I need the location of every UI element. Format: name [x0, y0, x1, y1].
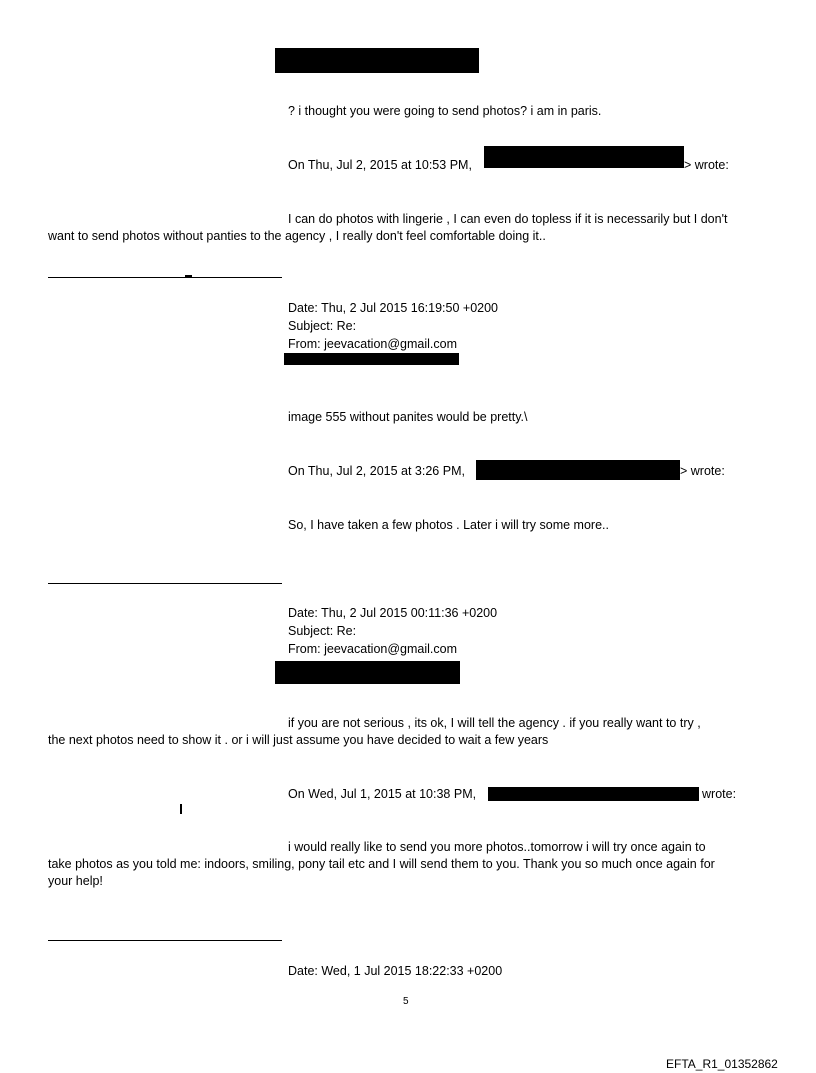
header-subject: Subject: Re: — [288, 319, 357, 333]
header-date: Date: Thu, 2 Jul 2015 16:19:50 +0200 — [288, 301, 499, 315]
message-line: ? i thought you were going to send photos? i am in paris. — [288, 104, 602, 118]
redaction-bar — [488, 787, 699, 801]
separator-rule — [48, 277, 282, 278]
message-line: your help! — [48, 874, 103, 888]
redaction-bar — [284, 353, 459, 365]
message-line: take photos as you told me: indoors, smiling, pony tail etc and I will send them to you. Thank you so much once again for — [48, 857, 715, 871]
header-date: Date: Thu, 2 Jul 2015 00:11:36 +0200 — [288, 606, 498, 620]
redaction-bar — [476, 460, 680, 480]
reply-header-line: On Wed, Jul 1, 2015 at 10:38 PM, — [288, 787, 477, 801]
header-date: Date: Wed, 1 Jul 2015 18:22:33 +0200 — [288, 964, 503, 978]
page-number: 5 — [403, 996, 409, 1007]
message-line: So, I have taken a few photos . Later i will try some more.. — [288, 518, 609, 532]
message-line: image 555 without panites would be pretty.\ — [288, 410, 528, 424]
header-subject: Subject: Re: — [288, 624, 357, 638]
redaction-bar — [275, 661, 460, 684]
separator-rule — [48, 940, 282, 941]
separator-rule — [48, 583, 282, 584]
message-line: I can do photos with lingerie , I can even do topless if it is necessarily but I don't — [288, 212, 728, 226]
redaction-bar — [275, 48, 479, 73]
reply-header-line: On Thu, Jul 2, 2015 at 10:53 PM, — [288, 158, 472, 172]
reply-header-suffix: > wrote: — [684, 158, 729, 172]
message-line: if you are not serious , its ok, I will tell the agency . if you really want to try , — [288, 716, 701, 730]
header-from: From: jeevacation@gmail.com — [288, 642, 457, 656]
document-id: EFTA_R1_01352862 — [666, 1057, 778, 1071]
message-line: the next photos need to show it . or i will just assume you have decided to wait a few years — [48, 733, 549, 747]
stray-mark — [180, 804, 182, 814]
reply-header-suffix: > wrote: — [680, 464, 725, 478]
message-line: want to send photos without panties to the agency , I really don't feel comfortable doing it.. — [48, 229, 546, 243]
reply-header-suffix: wrote: — [702, 787, 737, 801]
separator-mark — [185, 275, 192, 277]
header-from: From: jeevacation@gmail.com — [288, 337, 457, 351]
reply-header-line: On Thu, Jul 2, 2015 at 3:26 PM, — [288, 464, 465, 478]
message-line: i would really like to send you more photos..tomorrow i will try once again to — [288, 840, 706, 854]
redaction-bar — [484, 146, 684, 168]
